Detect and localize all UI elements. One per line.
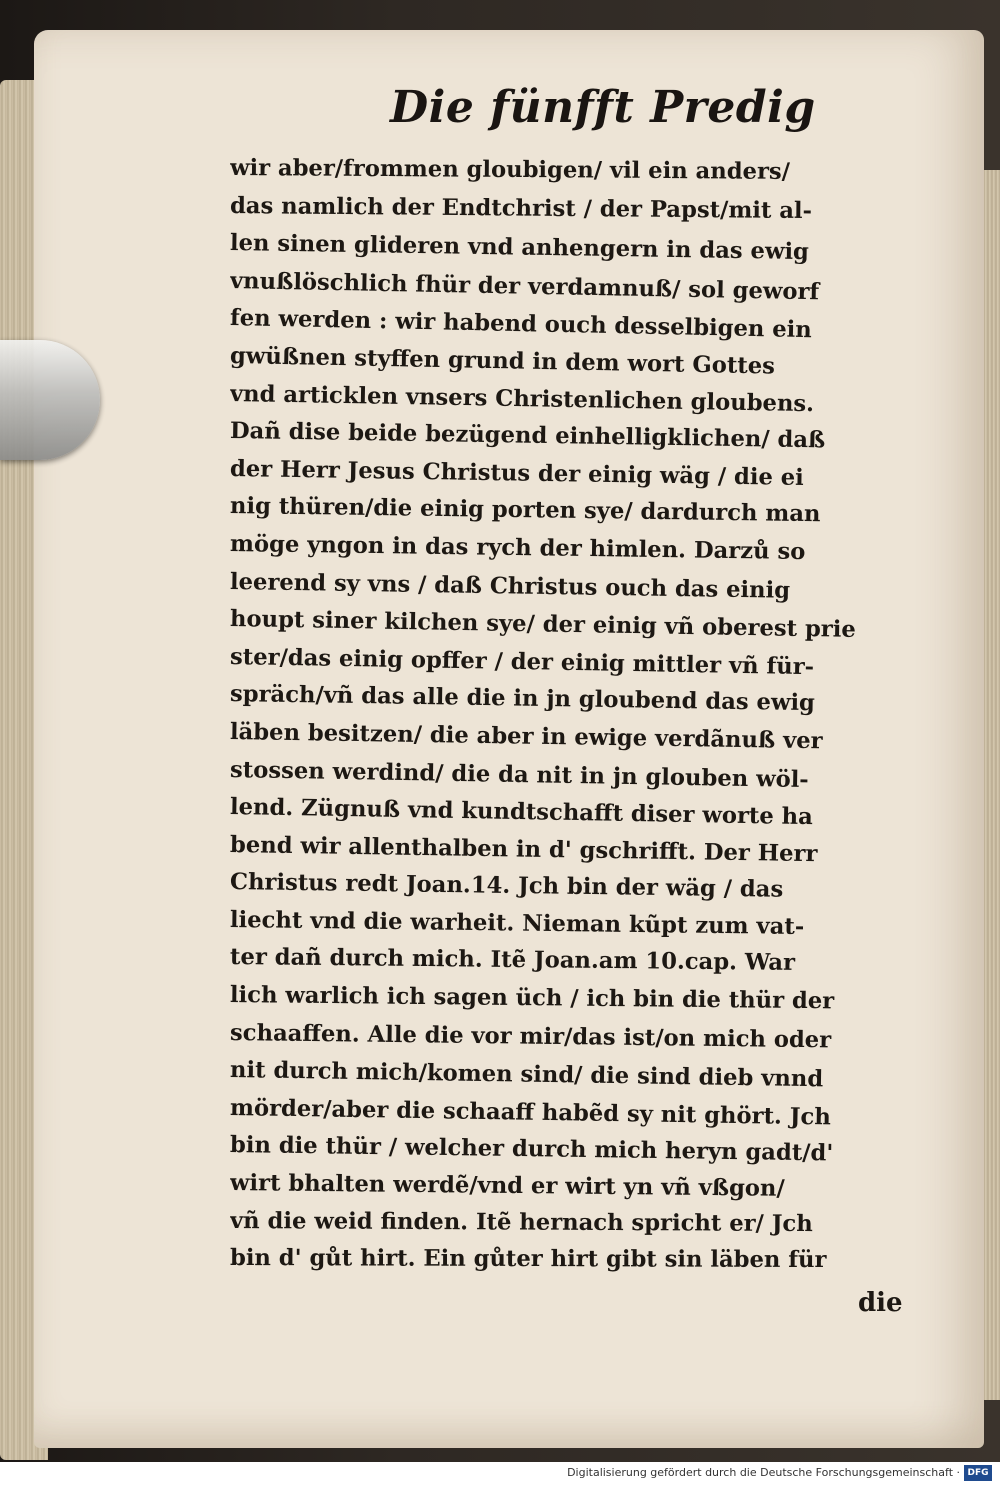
text-line: wirt bhalten werdẽ/vnd er wirt yn vñ vßgon/ bbox=[229, 1170, 785, 1202]
text-line: houpt siner kilchen sye/ der einig vñ oberest prie bbox=[229, 606, 856, 644]
text-line: bend wir allenthalben in d' gschrifft. Der Herr bbox=[229, 831, 818, 867]
running-head: Die fünfft Predig bbox=[390, 82, 816, 133]
text-line: vnd articklen vnsers Christenlichen gloubens. bbox=[229, 380, 815, 417]
text-line: bin d' gůt hirt. Ein gůter hirt gibt sin läben für bbox=[229, 1245, 827, 1274]
text-line: ter dañ durch mich. Itẽ Joan.am 10.cap. War bbox=[229, 944, 796, 977]
text-line: der Herr Jesus Christus der einig wäg / die ei bbox=[229, 455, 804, 491]
text-line: leerend sy vns / daß Christus ouch das einig bbox=[229, 568, 791, 604]
text-line: vnußlöschlich fhür der verdamnuß/ sol geworf bbox=[229, 267, 820, 306]
text-line: Christus redt Joan.14. Jch bin der wäg / das bbox=[229, 869, 784, 904]
text-line: wir aber/frommen gloubigen/ vil ein anders/ bbox=[229, 155, 791, 185]
text-line: gwüßnen styffen grund in dem wort Gottes bbox=[229, 342, 776, 380]
text-line: lich warlich ich sagen üch / ich bin die thür der bbox=[229, 982, 835, 1015]
text-line: liecht vnd die warheit. Nieman kũpt zum vat- bbox=[229, 906, 805, 940]
text-line: vñ die weid finden. Itẽ hernach spricht er/ Jch bbox=[229, 1207, 813, 1237]
text-line: schaaffen. Alle die vor mir/das ist/on mich oder bbox=[229, 1019, 832, 1053]
text-line: mörder/aber die schaaff habẽd sy nit ghört. Jch bbox=[229, 1094, 831, 1131]
text-line: lend. Zügnuß vnd kundtschafft diser worte ha bbox=[229, 794, 814, 831]
text-line: spräch/vñ das alle die in jn gloubend das ewig bbox=[229, 681, 816, 717]
text-line: Dañ dise beide bezügend einhelligklichen/ daß bbox=[229, 418, 826, 454]
text-line: bin die thür / welcher durch mich heryn gadt/d' bbox=[229, 1132, 834, 1167]
text-line: stossen werdind/ die da nit in jn glouben wöl- bbox=[229, 756, 809, 793]
dfg-logo-icon: DFG bbox=[964, 1465, 992, 1481]
text-line: nig thüren/die einig porten sye/ dardurch man bbox=[229, 493, 821, 528]
text-line: das namlich der Endtchrist / der Papst/mit al- bbox=[229, 192, 813, 224]
text-line: ster/das einig opffer / der einig mittler vñ für- bbox=[229, 643, 815, 680]
catchword: die bbox=[858, 1288, 903, 1318]
text-line: möge yngon in das rych der himlen. Darzů so bbox=[229, 530, 806, 565]
text-line: fen werden : wir habend ouch desselbigen ein bbox=[229, 305, 813, 344]
page-body-text bbox=[230, 150, 920, 1278]
text-line: läben besitzen/ die aber in ewige verdãnuß ver bbox=[229, 718, 823, 755]
text-line: nit durch mich/komen sind/ die sind dieb vnnd bbox=[229, 1057, 824, 1093]
text-line: len sinen glideren vnd anhengern in das ewig bbox=[229, 230, 810, 266]
footer-credit: Digitalisierung gefördert durch die Deutsche Forschungsgemeinschaft · bbox=[567, 1466, 960, 1479]
